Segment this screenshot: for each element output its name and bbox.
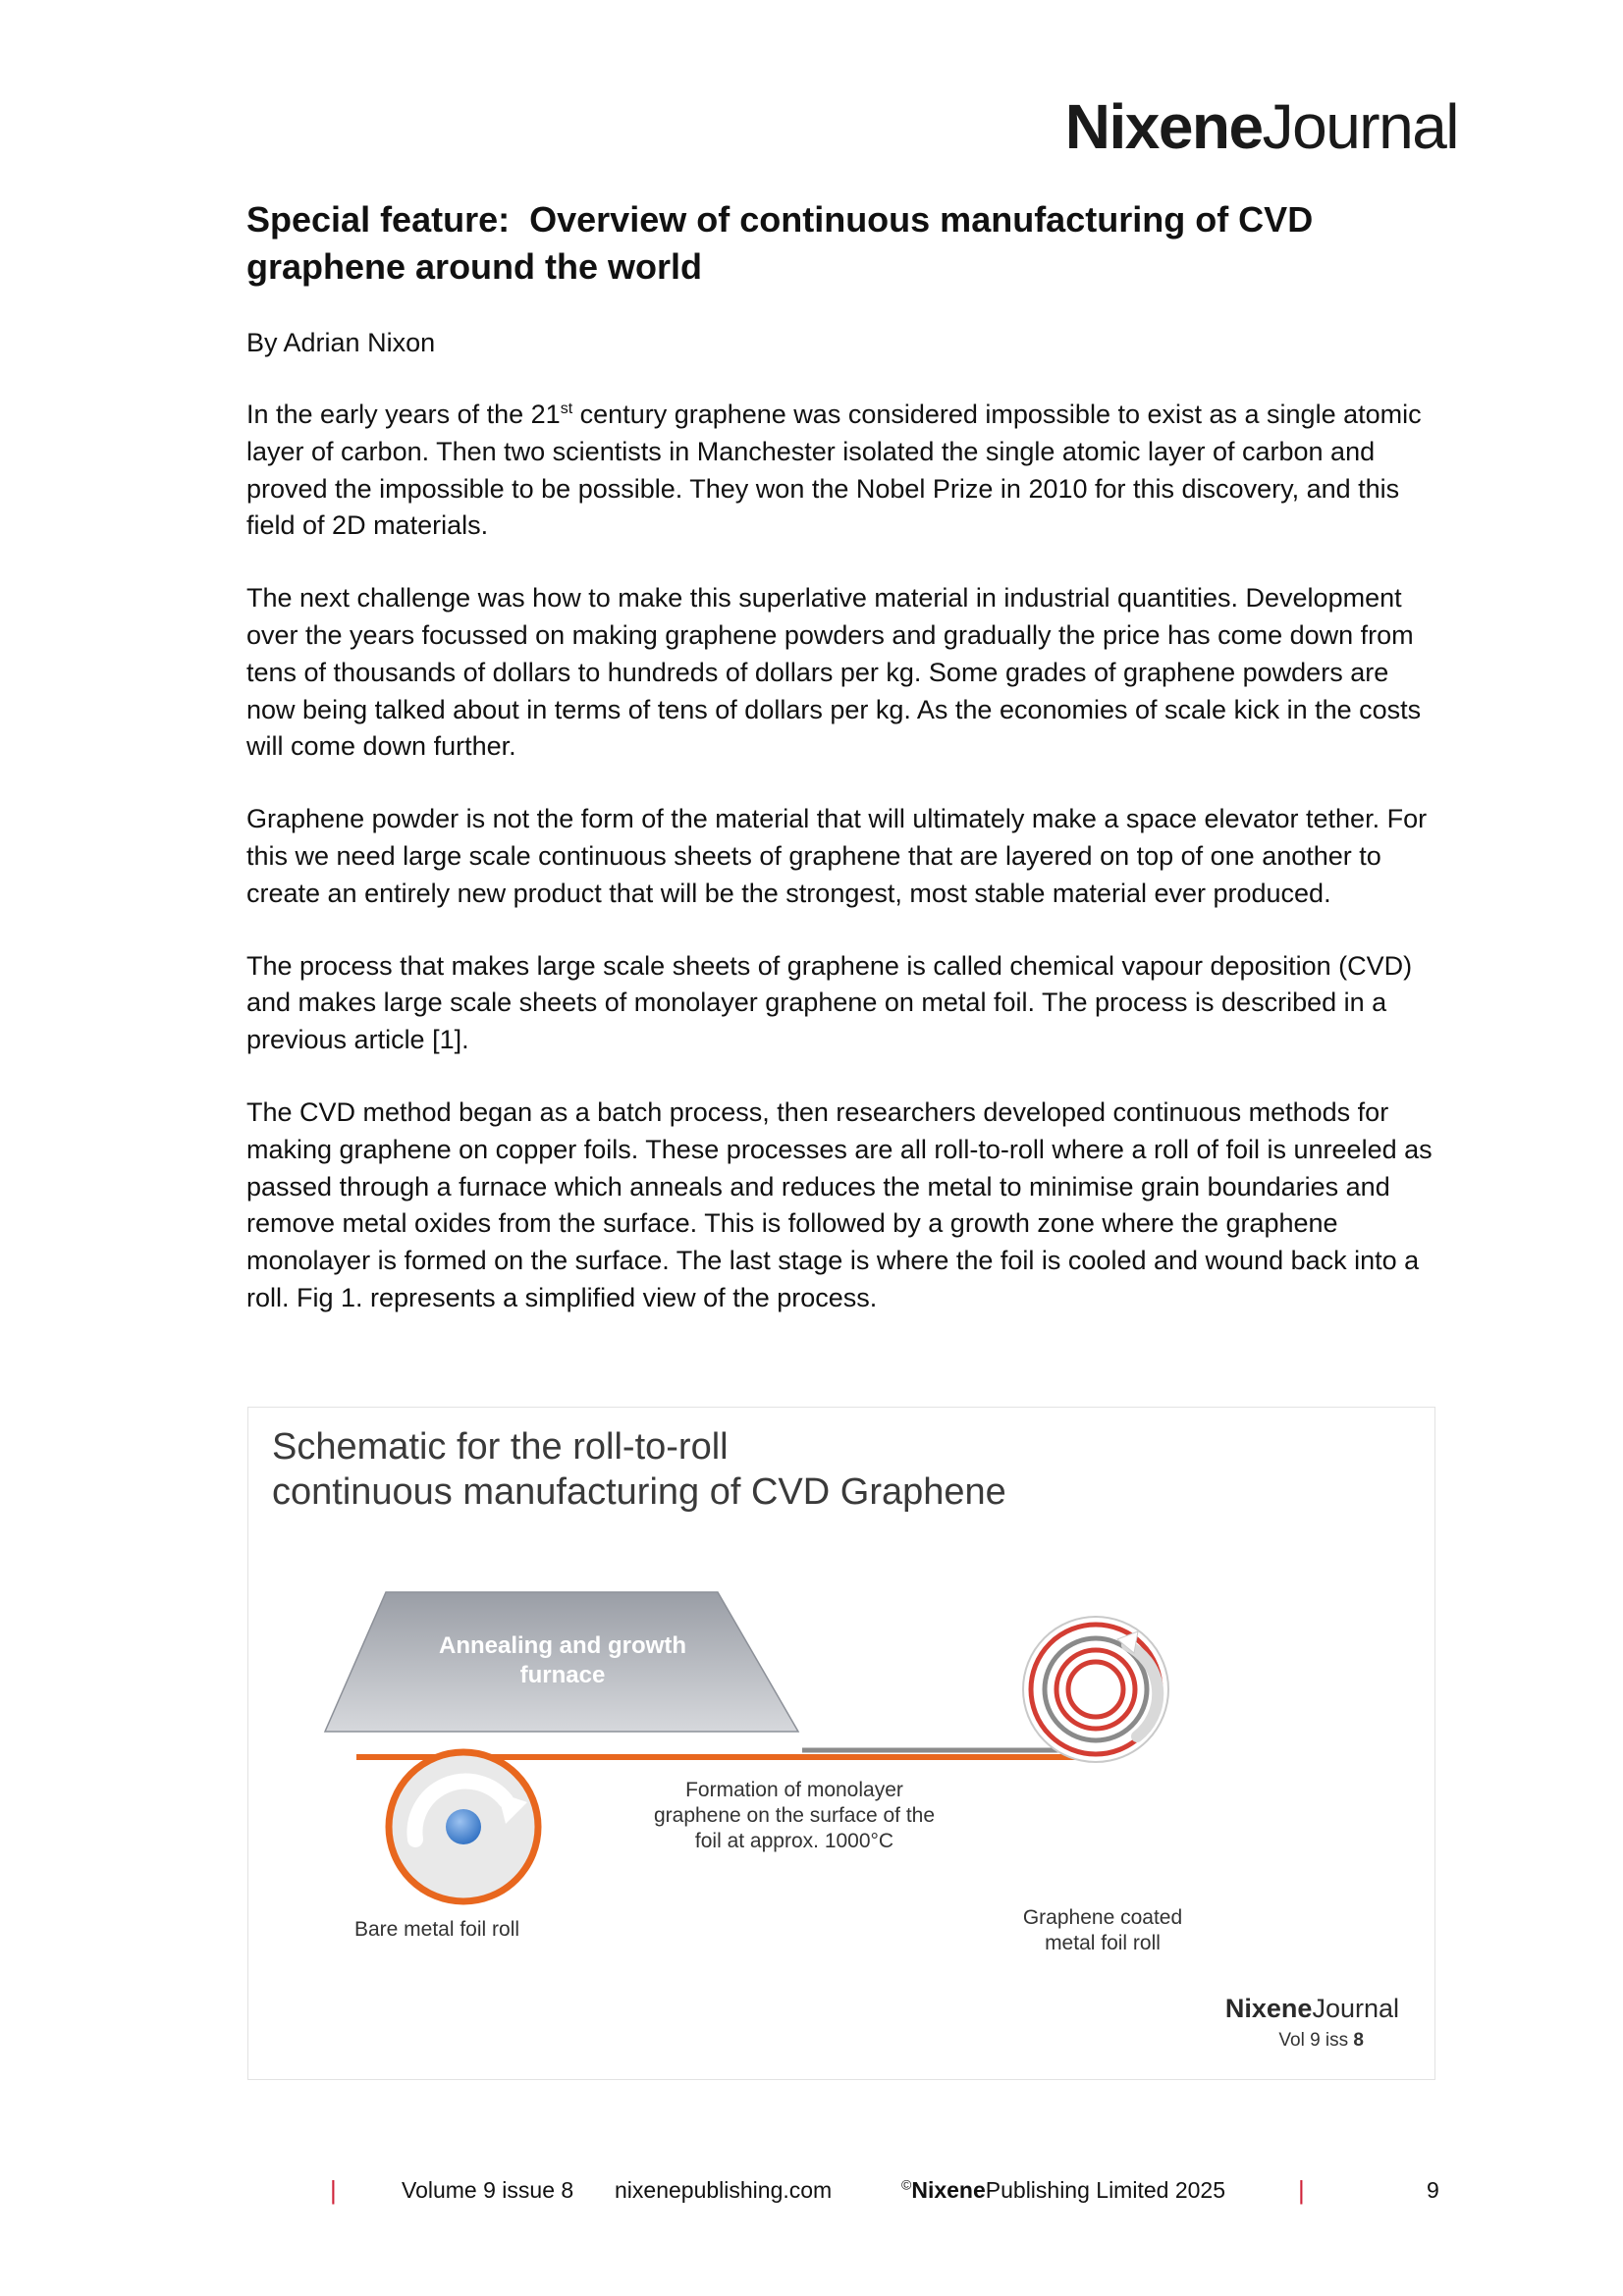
page-number: 9 [1427,2177,1439,2203]
masthead-brand-light: Journal [1262,91,1458,162]
figure-volume [1278,2030,1364,2051]
footer-copyright [901,2177,1225,2204]
bare-foil-roll [389,1752,538,1901]
paragraph-3: Graphene powder is not the form of the material that will ultimately make a space elevator tether. For this we need large scale continuous sheets of graphene that are layered on top of one another to create an entirely new product that will be the strongest, most stable material ever produced. [246,804,1428,908]
bare-roll-label: Bare metal foil roll [353,1918,520,1941]
paragraph-1-start: In the early years of the 21 [246,400,561,429]
footer-pipe-left: | [330,2175,337,2205]
article-title [246,196,1434,291]
figure-volume-text: Vol 9 iss [1278,2030,1349,2051]
paragraph-4: The process that makes large scale sheets of graphene is called chemical vapour deposition (CVD) and makes large scale sheets of monolayer graphene on metal foil. The process is described in a previous article [1]. [246,950,1413,1055]
figure-title-line1: Schematic for the roll-to-roll [272,1426,729,1468]
furnace-label-line2: furnace [519,1662,606,1688]
title-lead: Special feature: [246,199,511,240]
paragraph-1-end: century graphene was considered impossible to exist as a single atomic layer of carbon. Then two scientists in Manchester isolated the single atomic layer of carbon and proved the impossible to be possible. They won the Nobel Prize in 2010 for this discovery, and this field of 2D materials. [246,400,1422,541]
article-body [246,196,1434,1317]
paragraph-1 [246,397,1434,545]
footer-volume: Volume 9 issue 8 [402,2177,574,2203]
furnace-label-line1: Annealing and growth [439,1632,686,1659]
coated-roll-label-line2: metal foil roll [1045,1932,1161,1954]
figure-volume-issue: 8 [1353,2030,1364,2051]
masthead-brand-bold: Nixene [1064,91,1263,162]
journal-masthead [1065,90,1458,163]
figure-brand-light: Journal [1312,1994,1399,2023]
page-footer [0,2177,1623,2216]
footer-pipe-right: | [1298,2175,1305,2205]
copyright-symbol: © [901,2176,912,2193]
footer-site: nixenepublishing.com [615,2177,833,2203]
superscript-st: st [560,400,573,417]
figure-1-schematic [247,1407,1435,2080]
figure-brand-bold: Nixene [1224,1994,1313,2023]
formation-label-line3: foil at approx. 1000°C [694,1830,894,1852]
coated-roll-label-line1: Graphene coated [1022,1906,1183,1929]
formation-label-line1: Formation of monolayer [685,1779,903,1801]
byline: By Adrian Nixon [246,328,436,357]
footer-publisher-bold: Nixene [911,2177,986,2203]
paragraph-5: The CVD method began as a batch process, then researchers developed continuous methods for making graphene on copper foils. These processes are all roll-to-roll where a roll of foil is unreeled as passed through a furnace which anneals and reduces the metal to minimise grain boundaries and remove metal oxides from the surface. This is followed by a growth zone where the graphene monolayer is formed on the surface. The last stage is where the foil is cooled and wound back into a roll. Fig 1. represents a simplified view of the process. [246,1096,1433,1312]
footer-publisher-rest: Publishing Limited 2025 [985,2177,1225,2203]
figure-title-line2: continuous manufacturing of CVD Graphene [272,1471,1006,1513]
formation-label-line2: graphene on the surface of the [653,1804,936,1827]
figure-brand [1225,1994,1399,2023]
graphene-coated-roll [1023,1617,1168,1762]
title-rest: Overview of continuous manufacturing of CVD graphene around the world [246,199,1314,287]
paragraph-2: The next challenge was how to make this superlative material in industrial quantities. Development over the years focussed on making graphene powders and gradually the price has come down from tens of thousands of dollars to hundreds of dollars per kg. Some grades of graphene powders are now being talked about in terms of tens of dollars per kg. As the economies of scale kick in the costs will come down further. [246,583,1422,762]
